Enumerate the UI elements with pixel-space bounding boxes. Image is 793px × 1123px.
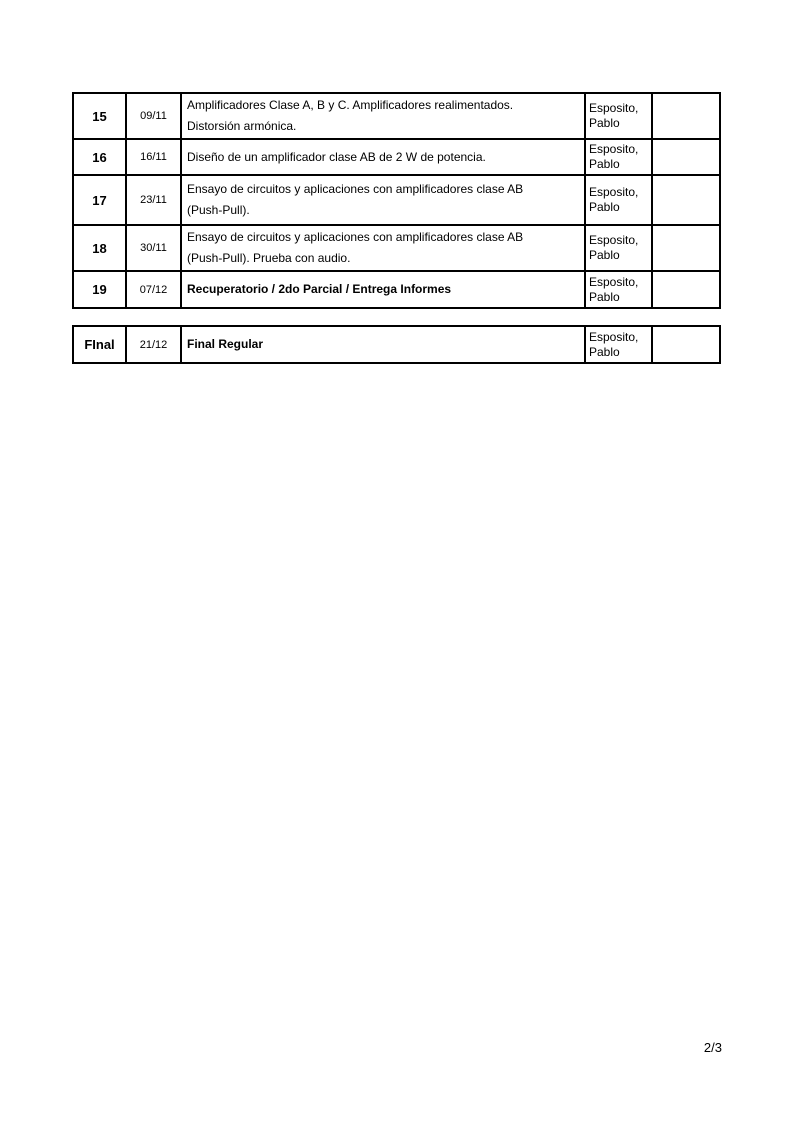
table-row	[73, 93, 720, 139]
instructor-cell: Esposito, Pablo	[585, 139, 652, 175]
description-line: Diseño de un amplificador clase AB de 2 W de potencia.	[187, 149, 486, 164]
session-description-cell	[181, 93, 585, 139]
session-number-cell: 15	[73, 93, 126, 139]
session-description-cell	[181, 139, 585, 175]
description-line: (Push-Pull). Prueba con audio.	[187, 251, 351, 265]
session-date-cell: 16/11	[126, 139, 181, 175]
description-line: Distorsión armónica.	[187, 119, 297, 133]
description-line: (Push-Pull).	[187, 203, 250, 217]
session-date-cell: 21/12	[126, 326, 181, 363]
instructor-cell: Esposito, Pablo	[585, 175, 652, 225]
table-row	[73, 175, 720, 225]
blank-cell	[652, 175, 720, 225]
blank-cell	[652, 326, 720, 363]
session-description-cell	[181, 225, 585, 271]
session-date-cell: 09/11	[126, 93, 181, 139]
course-schedule-table	[72, 92, 721, 309]
session-number-cell: 19	[73, 271, 126, 308]
instructor-cell: Esposito, Pablo	[585, 225, 652, 271]
session-date-cell: 07/12	[126, 271, 181, 308]
table-row	[73, 271, 720, 308]
description-line: Final Regular	[187, 337, 264, 351]
table-row	[73, 326, 720, 363]
blank-cell	[652, 139, 720, 175]
blank-cell	[652, 225, 720, 271]
session-number-cell: 16	[73, 139, 126, 175]
blank-cell	[652, 271, 720, 308]
instructor-cell: Esposito, Pablo	[585, 93, 652, 139]
description-line: Ensayo de circuitos y aplicaciones con amplificadores clase AB	[187, 230, 524, 244]
session-number-cell: FInal	[73, 326, 126, 363]
page-number: 2/3	[703, 1040, 722, 1055]
instructor-cell: Esposito, Pablo	[585, 271, 652, 308]
session-number-cell: 17	[73, 175, 126, 225]
session-date-cell: 23/11	[126, 175, 181, 225]
session-description-cell	[181, 271, 585, 308]
session-description-cell	[181, 175, 585, 225]
description-line: Recuperatorio / 2do Parcial / Entrega Informes	[187, 282, 452, 296]
description-line: Amplificadores Clase A, B y C. Amplificadores realimentados.	[187, 98, 514, 112]
session-number-cell: 18	[73, 225, 126, 271]
instructor-cell: Esposito, Pablo	[585, 326, 652, 363]
table-row	[73, 139, 720, 175]
final-exam-table	[72, 325, 721, 364]
session-date-cell: 30/11	[126, 225, 181, 271]
table-row	[73, 225, 720, 271]
blank-cell	[652, 93, 720, 139]
session-description-cell	[181, 326, 585, 363]
description-line: Ensayo de circuitos y aplicaciones con amplificadores clase AB	[187, 182, 524, 196]
